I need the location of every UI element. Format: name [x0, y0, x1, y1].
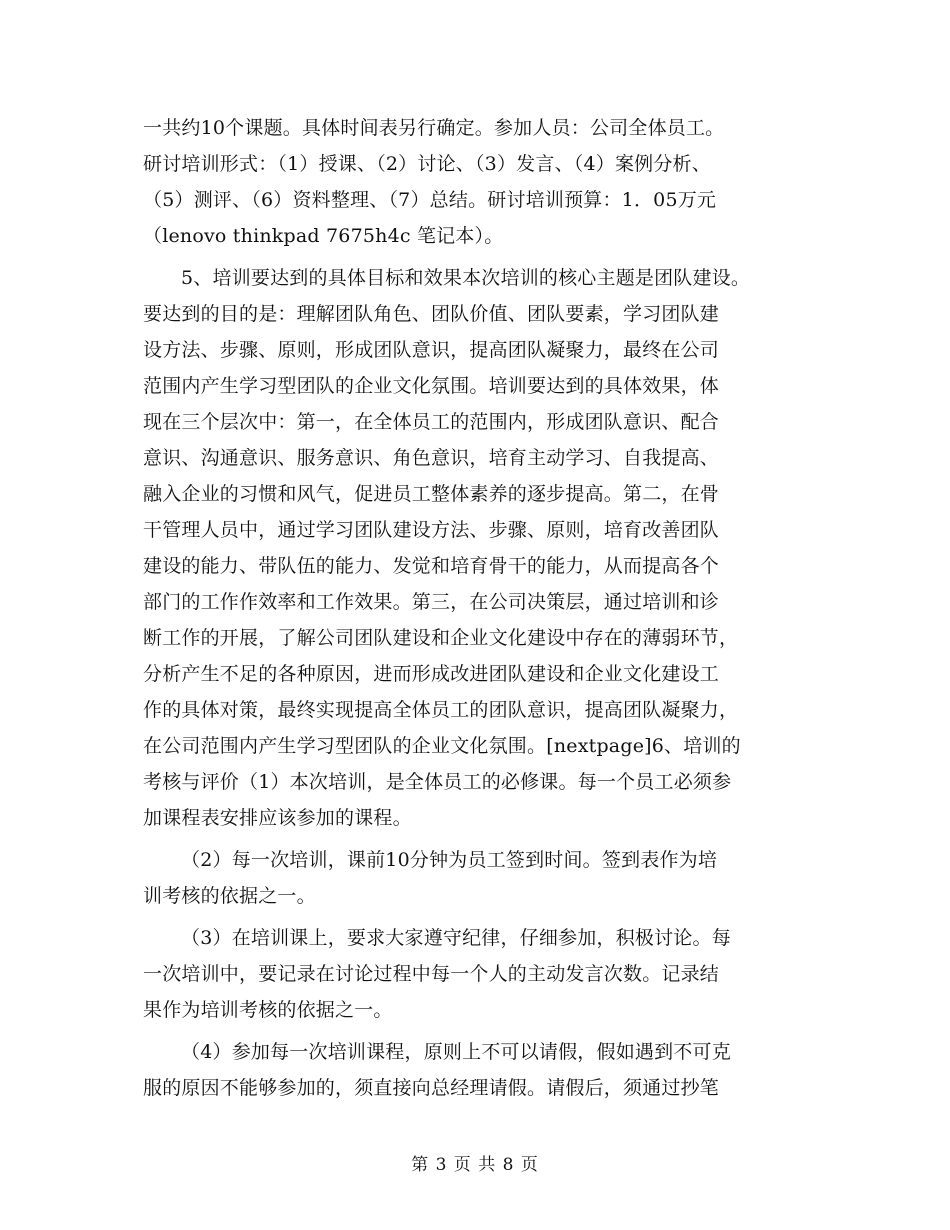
paragraph-start-line: 5、培训要达到的具体目标和效果本次培训的核心主题是团队建设。: [181, 267, 751, 289]
body-text: [143, 110, 843, 1106]
text-line: 作的具体对策，最终实现提高全体员工的团队意识，提高团队凝聚力，: [143, 699, 739, 721]
text-line: （lenovo thinkpad 7675h4c 笔记本）。: [143, 225, 504, 247]
text-line: 服的原因不能够参加的，须直接向总经理请假。请假后，须通过抄笔: [143, 1077, 720, 1099]
text-line: （5）测评、（6）资料整理、（7）总结。研讨培训预算：1．05万元: [143, 189, 717, 211]
text-line: 部门的工作作效率和工作效果。第三，在公司决策层，通过培训和诊: [143, 591, 720, 613]
text-line: 加课程表安排应该参加的课程。: [143, 807, 412, 829]
text-line: 融入企业的习惯和风气，促进员工整体素养的逐步提高。第二，在骨: [143, 483, 720, 505]
text-line: 一次培训中，要记录在讨论过程中每一个人的主动发言次数。记录结: [143, 963, 720, 985]
text-line: 一共约10个课题。具体时间表另行确定。参加人员：公司全体员工。: [143, 117, 725, 139]
text-line: 要达到的目的是：理解团队角色、团队价值、团队要素，学习团队建: [143, 303, 720, 325]
text-line: 断工作的开展，了解公司团队建设和企业文化建设中存在的薄弱环节，: [143, 627, 739, 649]
paragraph-start-line: （2）每一次培训，课前10分钟为员工签到时间。签到表作为培: [181, 849, 718, 871]
page-number-footer: 第 3 页 共 8 页: [411, 1155, 539, 1175]
text-line: 分析产生不足的各种原因，进而形成改进团队建设和企业文化建设工: [143, 663, 720, 685]
text-line: 设方法、步骤、原则，形成团队意识，提高团队凝聚力，最终在公司: [143, 339, 720, 361]
text-line: 范围内产生学习型团队的企业文化氛围。培训要达到的具体效果，体: [143, 375, 720, 397]
text-line: 干管理人员中，通过学习团队建设方法、步骤、原则，培育改善团队: [143, 519, 720, 541]
text-line: 果作为培训考核的依据之一。: [143, 999, 393, 1021]
text-line: 考核与评价（1）本次培训，是全体员工的必修课。每一个员工必须参: [143, 771, 732, 793]
text-line: 研讨培训形式：（1）授课、（2）讨论、（3）发言、（4）案例分析、: [143, 153, 711, 175]
text-line: 建设的能力、带队伍的能力、发觉和培育骨干的能力，从而提高各个: [143, 555, 720, 577]
text-line: 意识、沟通意识、服务意识、角色意识，培育主动学习、自我提高、: [143, 447, 720, 469]
text-line: 在公司范围内产生学习型团队的企业文化氛围。[nextpage]6、培训的: [143, 735, 741, 757]
text-line: 现在三个层次中：第一，在全体员工的范围内，形成团队意识、配合: [143, 411, 720, 433]
text-line: 训考核的依据之一。: [143, 885, 316, 907]
paragraph-start-line: （4）参加每一次培训课程，原则上不可以请假，假如遇到不可克: [181, 1041, 731, 1063]
paragraph-start-line: （3）在培训课上，要求大家遵守纪律，仔细参加，积极讨论。每: [181, 927, 731, 949]
